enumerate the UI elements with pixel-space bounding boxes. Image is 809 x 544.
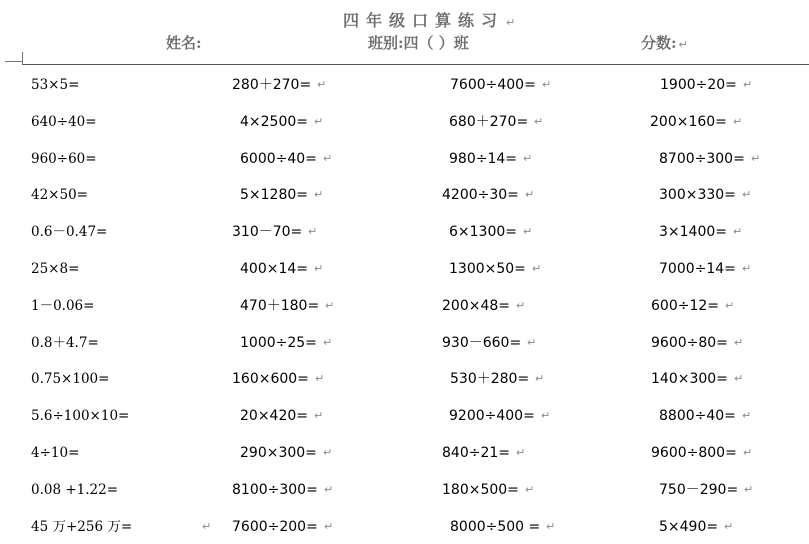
paragraph-mark-icon: ↵: [733, 115, 743, 128]
paragraph-mark-icon: ↵: [541, 409, 551, 422]
exercise-row: [0, 222, 809, 242]
paragraph-mark-icon: ↵: [733, 225, 743, 238]
exercise-problem: 45 万+256 万=: [31, 519, 133, 535]
exercise-problem: 980÷14=: [449, 151, 517, 167]
exercise-problem: 0.6－0.47=: [31, 224, 108, 240]
exercise-row: [0, 259, 809, 279]
exercise-problem: 4200÷30=: [442, 187, 519, 203]
paragraph-mark-icon: ↵: [323, 152, 333, 165]
class-label: 班别:四（ ）班: [368, 34, 469, 52]
paragraph-mark-icon: ↵: [534, 115, 544, 128]
score-label: 分数:: [641, 34, 677, 52]
exercise-problem: 5×1280=: [240, 187, 308, 203]
paragraph-mark-icon: ↵: [743, 446, 753, 459]
paragraph-mark-icon: ↵: [742, 188, 752, 201]
exercise-problem: 42×50=: [31, 187, 88, 203]
exercise-problem: 140×300=: [651, 371, 728, 387]
exercise-row: [0, 112, 809, 132]
exercise-problem: 160×600=: [232, 371, 309, 387]
exercise-problem: 6000÷40=: [240, 151, 317, 167]
exercise-problem: 4×2500=: [240, 114, 308, 130]
paragraph-mark-icon: ↵: [725, 299, 735, 312]
exercise-problem: 290×300=: [240, 445, 317, 461]
exercise-problem: 310－70=: [232, 224, 303, 240]
exercise-problem: 0.8＋4.7=: [31, 335, 99, 351]
exercise-problem: 8700÷300=: [659, 151, 745, 167]
exercise-problem: 4÷10=: [31, 445, 80, 461]
exercise-problem: 9200÷400=: [449, 408, 535, 424]
paragraph-mark-icon: ↵: [734, 372, 744, 385]
exercise-problem: 750－290=: [659, 482, 739, 498]
paragraph-mark-icon: ↵: [323, 446, 333, 459]
paragraph-mark-icon: ↵: [202, 520, 212, 533]
exercise-problem: 400×14=: [240, 261, 308, 277]
exercise-problem: 9600÷800=: [651, 445, 737, 461]
worksheet-title: 四年级口算练习 ↵: [343, 11, 523, 30]
exercise-row: [0, 185, 809, 205]
exercise-problem: 7600÷400=: [450, 77, 536, 93]
paragraph-mark-icon: ↵: [724, 520, 734, 533]
exercise-problem: 25×8=: [31, 261, 80, 277]
paragraph-mark-icon: ↵: [325, 299, 335, 312]
exercise-row: [0, 443, 809, 463]
exercise-problem: 1－0.06=: [31, 298, 95, 314]
exercise-row: [0, 333, 809, 353]
paragraph-mark-icon: ↵: [525, 188, 535, 201]
exercise-problem: 280＋270=: [232, 77, 312, 93]
exercise-problem: 600÷12=: [651, 298, 719, 314]
paragraph-mark-icon: ↵: [527, 336, 537, 349]
score-label-wrap: [641, 32, 688, 53]
exercise-row: [0, 517, 809, 537]
exercise-problem: 640÷40=: [31, 114, 97, 130]
paragraph-mark-icon: ↵: [546, 520, 556, 533]
paragraph-mark-icon: ↵: [324, 483, 334, 496]
exercise-row: [0, 480, 809, 500]
exercise-row: [0, 149, 809, 169]
paragraph-mark-icon: ↵: [314, 188, 324, 201]
exercise-problem: 530＋280=: [450, 371, 530, 387]
paragraph-mark-icon: ↵: [542, 78, 552, 91]
paragraph-mark-icon: ↵: [314, 115, 324, 128]
exercise-problem: 200×160=: [650, 114, 727, 130]
paragraph-mark-icon: ↵: [314, 262, 324, 275]
exercise-problem: 5.6÷100×10=: [31, 408, 130, 424]
exercise-problem: 200×48=: [442, 298, 510, 314]
exercise-problem: 960÷60=: [31, 151, 97, 167]
header-rule: [22, 64, 809, 65]
exercise-problem: 180×500=: [442, 482, 519, 498]
paragraph-mark-icon: ↵: [751, 152, 761, 165]
name-label: 姓名:: [166, 34, 202, 52]
exercise-problem: 300×330=: [659, 187, 736, 203]
exercise-problem: 8000÷500 =: [450, 519, 541, 535]
exercise-problem: 7600÷200=: [232, 519, 318, 535]
paragraph-mark-icon: ↵: [734, 336, 744, 349]
paragraph-mark-icon: ↵: [317, 78, 327, 91]
paragraph-mark-icon: ↵: [314, 409, 324, 422]
paragraph-mark-icon: ↵: [315, 372, 325, 385]
exercise-problem: 0.08 +1.22=: [31, 482, 119, 498]
exercise-problem: 3×1400=: [659, 224, 727, 240]
exercise-problem: 9600÷80=: [651, 335, 728, 351]
exercise-problem: 1900÷20=: [660, 77, 737, 93]
exercise-problem: 8100÷300=: [232, 482, 318, 498]
paragraph-mark-icon: ↵: [742, 262, 752, 275]
exercise-row: [0, 406, 809, 426]
paragraph-mark-icon: ↵: [678, 38, 688, 51]
exercise-problem: 680＋270=: [449, 114, 529, 130]
exercise-row: [0, 296, 809, 316]
paragraph-mark-icon: ↵: [516, 299, 526, 312]
exercise-problem: 930－660=: [442, 335, 522, 351]
exercise-problem: 470＋180=: [240, 298, 320, 314]
paragraph-mark-icon: ↵: [532, 262, 542, 275]
paragraph-mark-icon: ↵: [308, 225, 318, 238]
margin-corner-marker: [5, 61, 22, 62]
paragraph-mark-icon: ↵: [744, 483, 754, 496]
exercise-problem: 7000÷14=: [659, 261, 736, 277]
paragraph-mark-icon: ↵: [743, 78, 753, 91]
exercise-problem: 1300×50=: [449, 261, 526, 277]
paragraph-mark-icon: ↵: [323, 336, 333, 349]
exercise-problem: 53×5=: [31, 77, 80, 93]
exercise-problem: 20×420=: [240, 408, 308, 424]
paragraph-mark-icon: ↵: [506, 16, 523, 29]
exercise-problem: 0.75×100=: [31, 371, 110, 387]
paragraph-mark-icon: ↵: [523, 152, 533, 165]
exercise-problem: 8800÷40=: [659, 408, 736, 424]
exercise-problem: 1000÷25=: [240, 335, 317, 351]
paragraph-mark-icon: ↵: [525, 483, 535, 496]
margin-corner-marker: [22, 52, 23, 64]
exercise-row: [0, 369, 809, 389]
exercise-problem: 840÷21=: [442, 445, 510, 461]
paragraph-mark-icon: ↵: [516, 446, 526, 459]
paragraph-mark-icon: ↵: [523, 225, 533, 238]
exercise-problem: 5×490=: [659, 519, 719, 535]
exercise-row: [0, 75, 809, 95]
paragraph-mark-icon: ↵: [535, 372, 545, 385]
paragraph-mark-icon: ↵: [324, 520, 334, 533]
paragraph-mark-icon: ↵: [742, 409, 752, 422]
exercise-problem: 6×1300=: [449, 224, 517, 240]
